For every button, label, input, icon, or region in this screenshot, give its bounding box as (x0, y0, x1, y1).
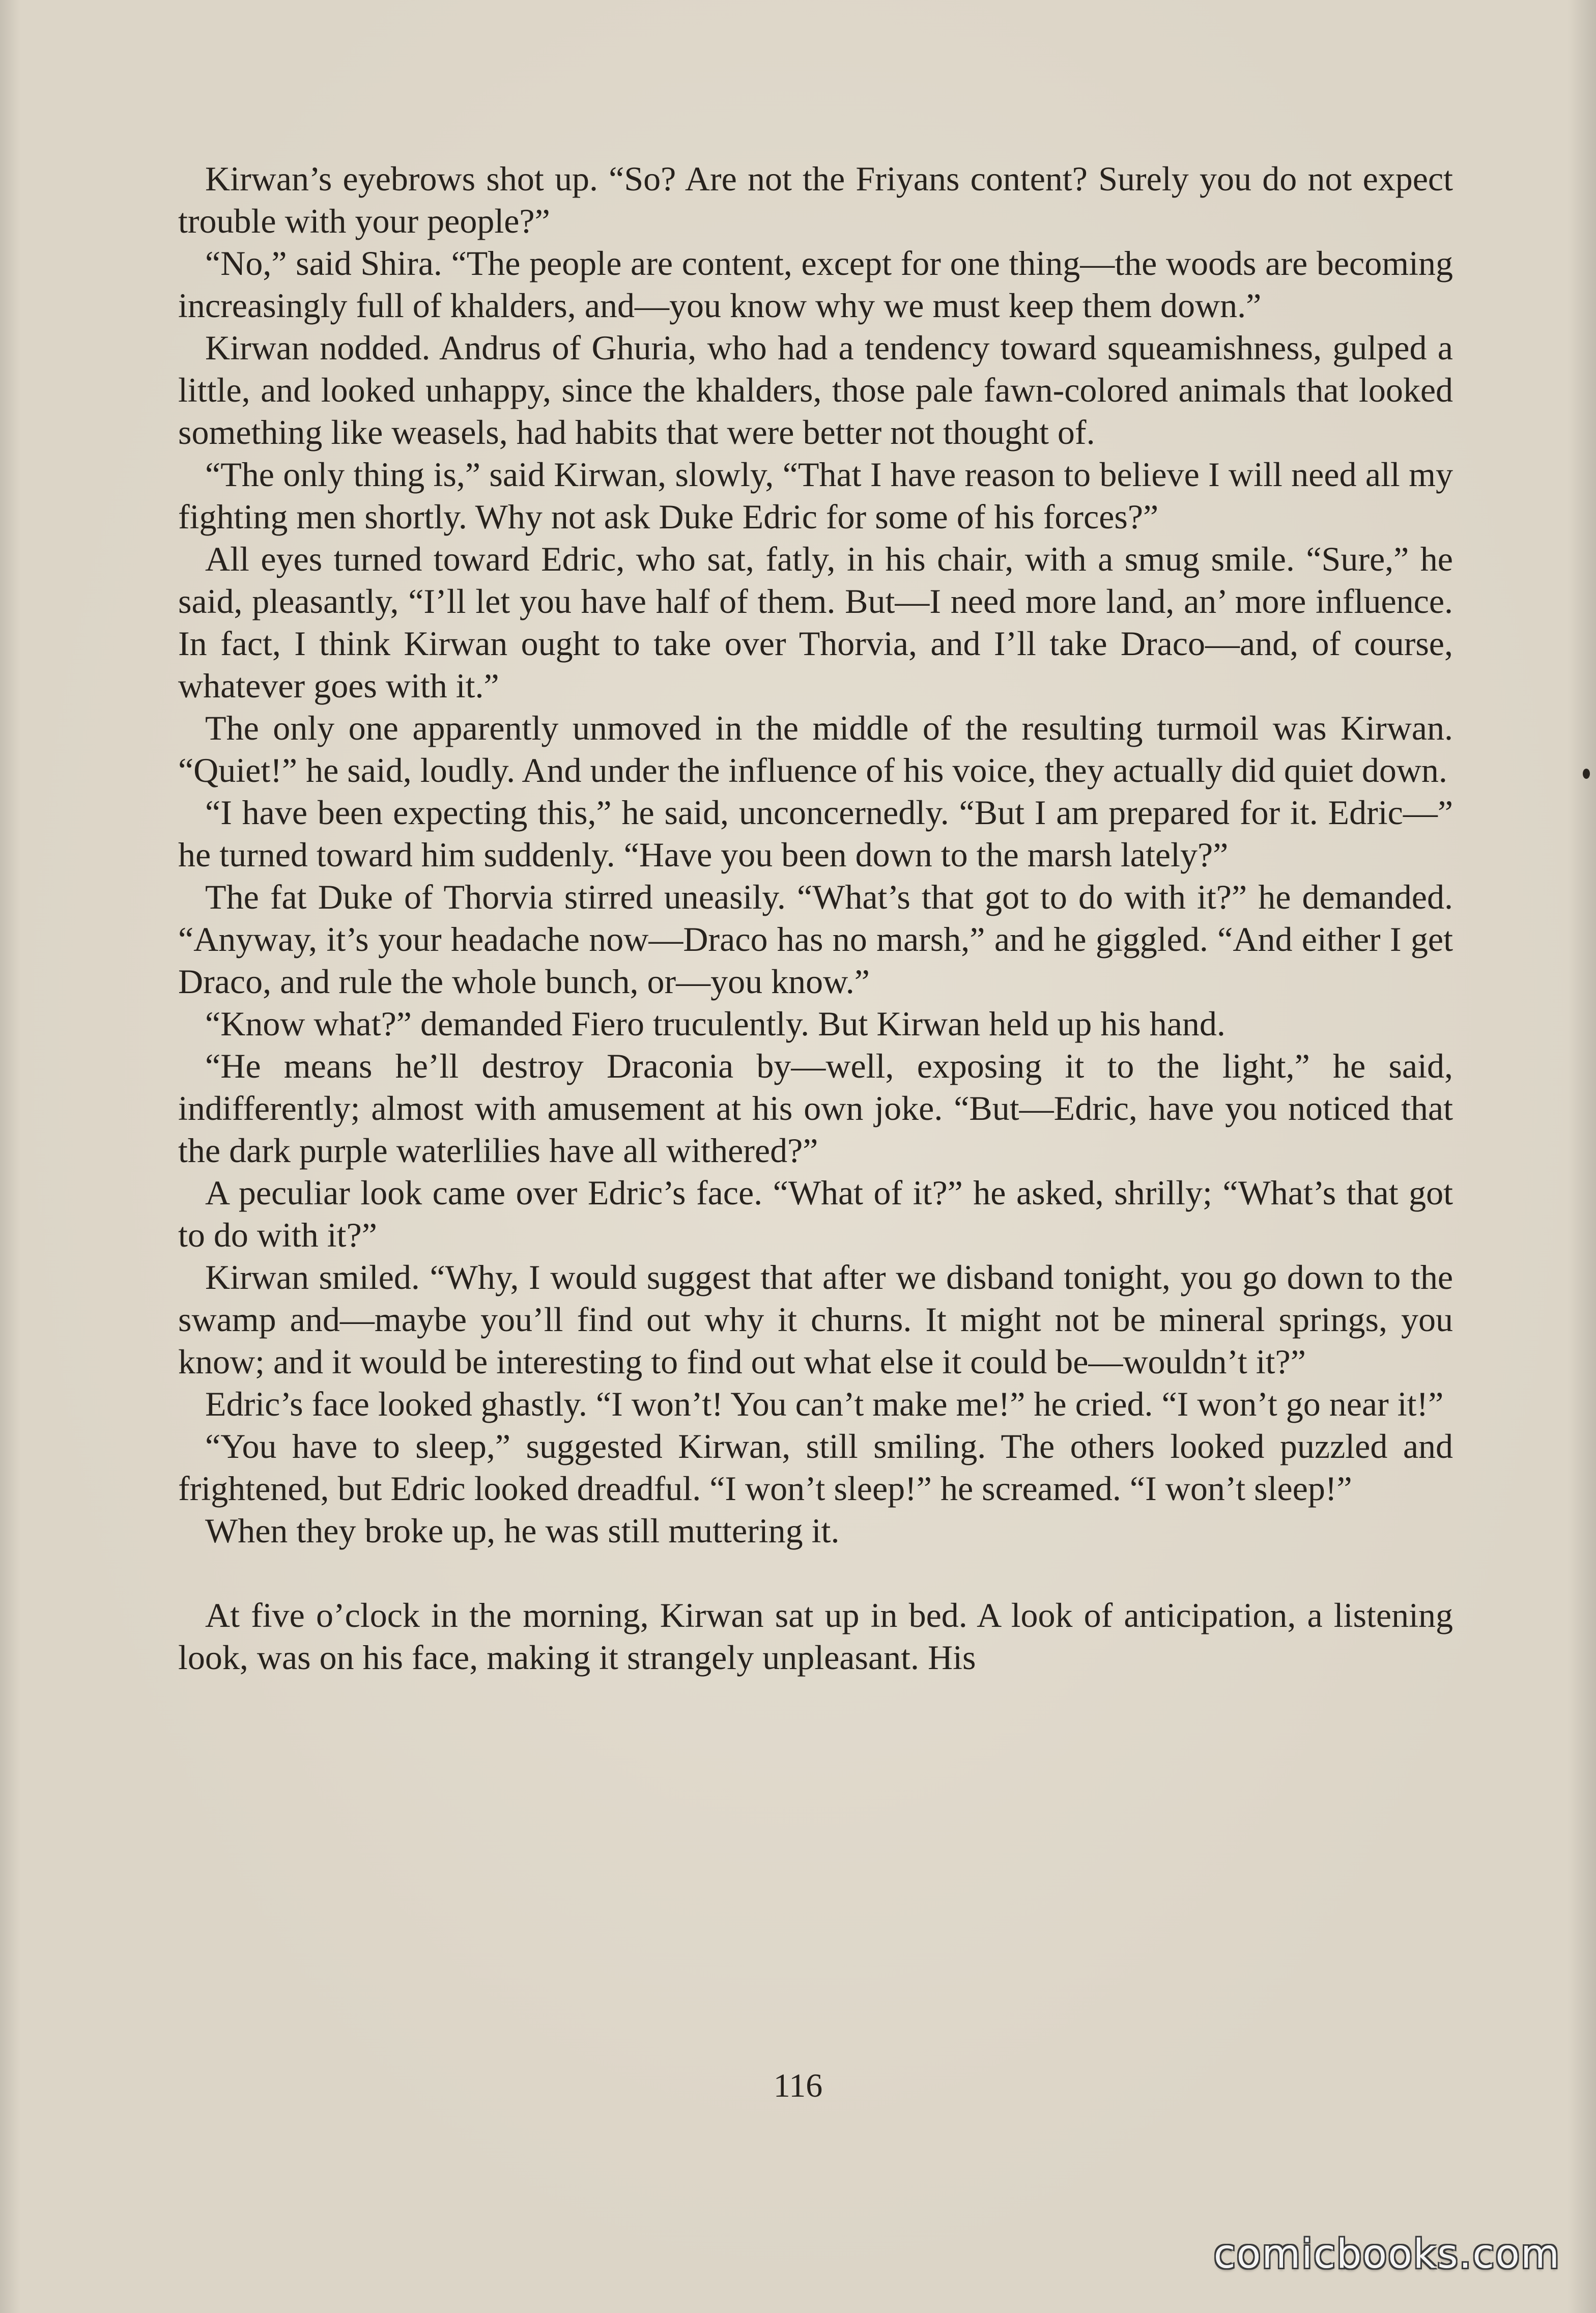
paragraph-14: “You have to sleep,” suggested Kirwan, still smiling. The others looked puzzled and frightened, but Edric looked dreadful. “I won’t sleep!” he screamed. “I won’t sleep!” (178, 1427, 1453, 1508)
body-text (178, 158, 1453, 1679)
watermark-logo: comicbooks.com (1213, 2232, 1560, 2277)
paragraph-11: A peculiar look came over Edric’s face. “What of it?” he asked, shrilly; “What’s that got to do with it?” (178, 1173, 1453, 1254)
paragraph-3: Kirwan nodded. Andrus of Ghuria, who had a tendency toward squeamishness, gulped a little, and looked unhappy, since the khalders, those pale fawn-colored animals that looked something like weasels, had habits that were better not thought of. (178, 328, 1453, 452)
scene-break (178, 1552, 1453, 1594)
paragraph-1: Kirwan’s eyebrows shot up. “So? Are not the Friyans content? Surely you do not expect trouble with your people?” (178, 159, 1453, 240)
ink-speck (1583, 769, 1590, 779)
paragraph-8: The fat Duke of Thorvia stirred uneasily. “What’s that got to do with it?” he demanded. “Anyway, it’s your headache now—Draco has no marsh,” and he giggled. “And either I get Draco, and rule the whole bunch, or—you know.” (178, 878, 1453, 1001)
paragraph-9: “Know what?” demanded Fiero truculently. But Kirwan held up his hand. (205, 1004, 1226, 1043)
paragraph-5: All eyes turned toward Edric, who sat, fatly, in his chair, with a smug smile. “Sure,” he said, pleasantly, “I’ll let you have half of them. But—I need more land, an’ more influence. In fact, I think Kirwan ought to take over Thorvia, and I’ll take Draco—and, of course, whatever goes with it.” (178, 540, 1453, 705)
paragraph-7: “I have been expecting this,” he said, unconcernedly. “But I am prepared for it. Edric—” he turned toward him suddenly. “Have you been down to the marsh lately?” (178, 793, 1453, 874)
paragraph-6: The only one apparently unmoved in the middle of the resulting turmoil was Kirwan. “Quiet!” he said, loudly. And under the influence of his voice, they actually did quiet down. (178, 709, 1453, 789)
paragraph-10: “He means he’ll destroy Draconia by—well, exposing it to the light,” he said, indifferently; almost with amusement at his own joke. “But—Edric, have you noticed that the dark purple waterlilies have all withered?” (178, 1047, 1453, 1170)
paragraph-16: At five o’clock in the morning, Kirwan sat up in bed. A look of anticipation, a listening look, was on his face, making it strangely unpleasant. His (178, 1596, 1453, 1677)
paragraph-12: Kirwan smiled. “Why, I would suggest that after we disband tonight, you go down to the swamp and—maybe you’ll find out why it churns. It might not be mineral springs, you know; and it would be interesting to find out what else it could be—wouldn’t it?” (178, 1258, 1453, 1381)
page-number: 116 (773, 2067, 823, 2104)
paragraph-4: “The only thing is,” said Kirwan, slowly, “That I have reason to believe I will need all my fighting men shortly. Why not ask Duke Edric for some of his forces?” (178, 455, 1453, 536)
paragraph-2: “No,” said Shira. “The people are content, except for one thing—the woods are becoming increasingly full of khalders, and—you know why we must keep them down.” (178, 244, 1453, 325)
paragraph-15: When they broke up, he was still muttering it. (205, 1511, 840, 1550)
paragraph-13: Edric’s face looked ghastly. “I won’t! You can’t make me!” he cried. “I won’t go near it!” (205, 1385, 1444, 1423)
